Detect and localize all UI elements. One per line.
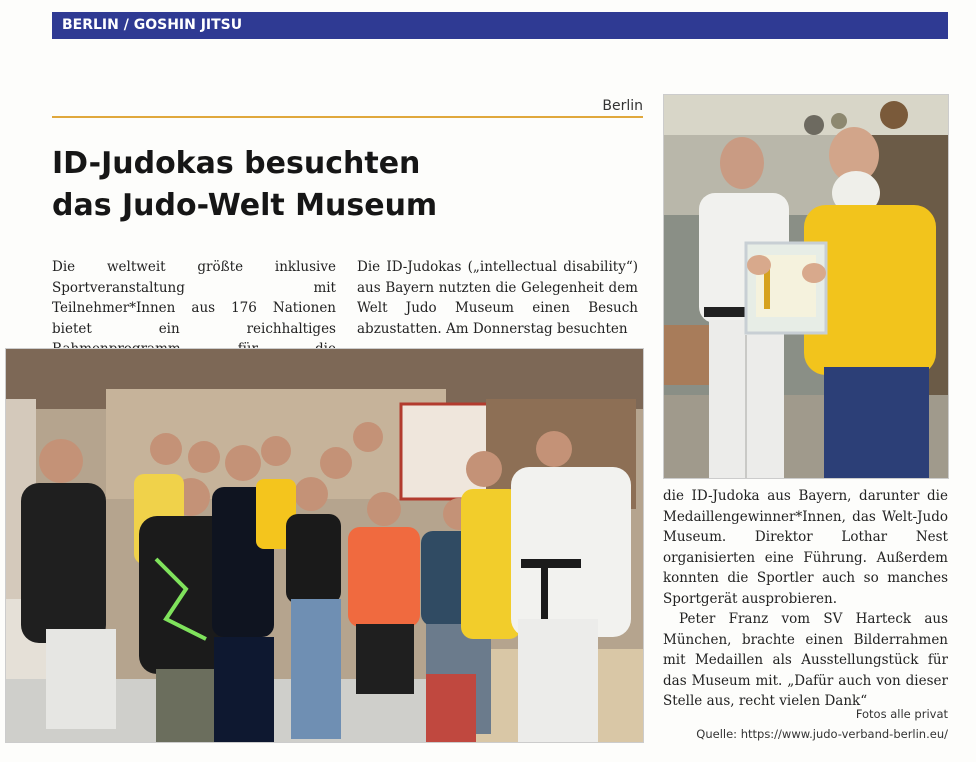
section-header: BERLIN / GOSHIN JITSU [52, 12, 948, 39]
body-column-3 [663, 486, 948, 712]
headline-line-1: ID-Judokas besuchten [52, 146, 421, 181]
article-headline [52, 143, 642, 227]
photo-group-museum [5, 348, 644, 743]
source-credit: Quelle: https://www.judo-verband-berlin.eu/ [696, 727, 948, 741]
body-paragraph: die ID-Judoka aus Bayern, darunter die Medaillengewinner*Innen, das Welt-Judo Museum. Direktor Lothar Nest organisierten eine Führung. Außerdem konnten die Sportler auch so manches Sportgerät ausprobieren. [663, 488, 948, 607]
body-paragraph: Die weltweit größte inklusive Sportveranstaltung mit Teilnehmer*Innen aus 176 Nationen bietet ein reichhaltiges [52, 259, 336, 337]
photo-credit: Fotos alle privat [855, 707, 948, 721]
body-paragraph: Peter Franz vom SV Harteck aus München, brachte einen Bilderrahmen mit Medaillen als Ausstellungstück für das Museum mit. „Dafür auch von dieser Stelle aus, recht vielen Dank“ [663, 611, 948, 709]
headline-line-2: das Judo-Welt Museum [52, 188, 438, 223]
photo-illustration [6, 349, 643, 742]
photo-certificate-handover [663, 94, 949, 479]
body-paragraph: Die ID-Judokas („intellectual disability“) aus Bayern nutzten die Gelegenheit dem Welt Judo Museum einen Besuch abzustatten. Am Donnerstag besuchten [357, 259, 638, 337]
photo-illustration [664, 95, 948, 478]
city-label: Berlin [602, 98, 643, 114]
body-column-2 [357, 257, 638, 339]
headline-rule [52, 116, 643, 118]
